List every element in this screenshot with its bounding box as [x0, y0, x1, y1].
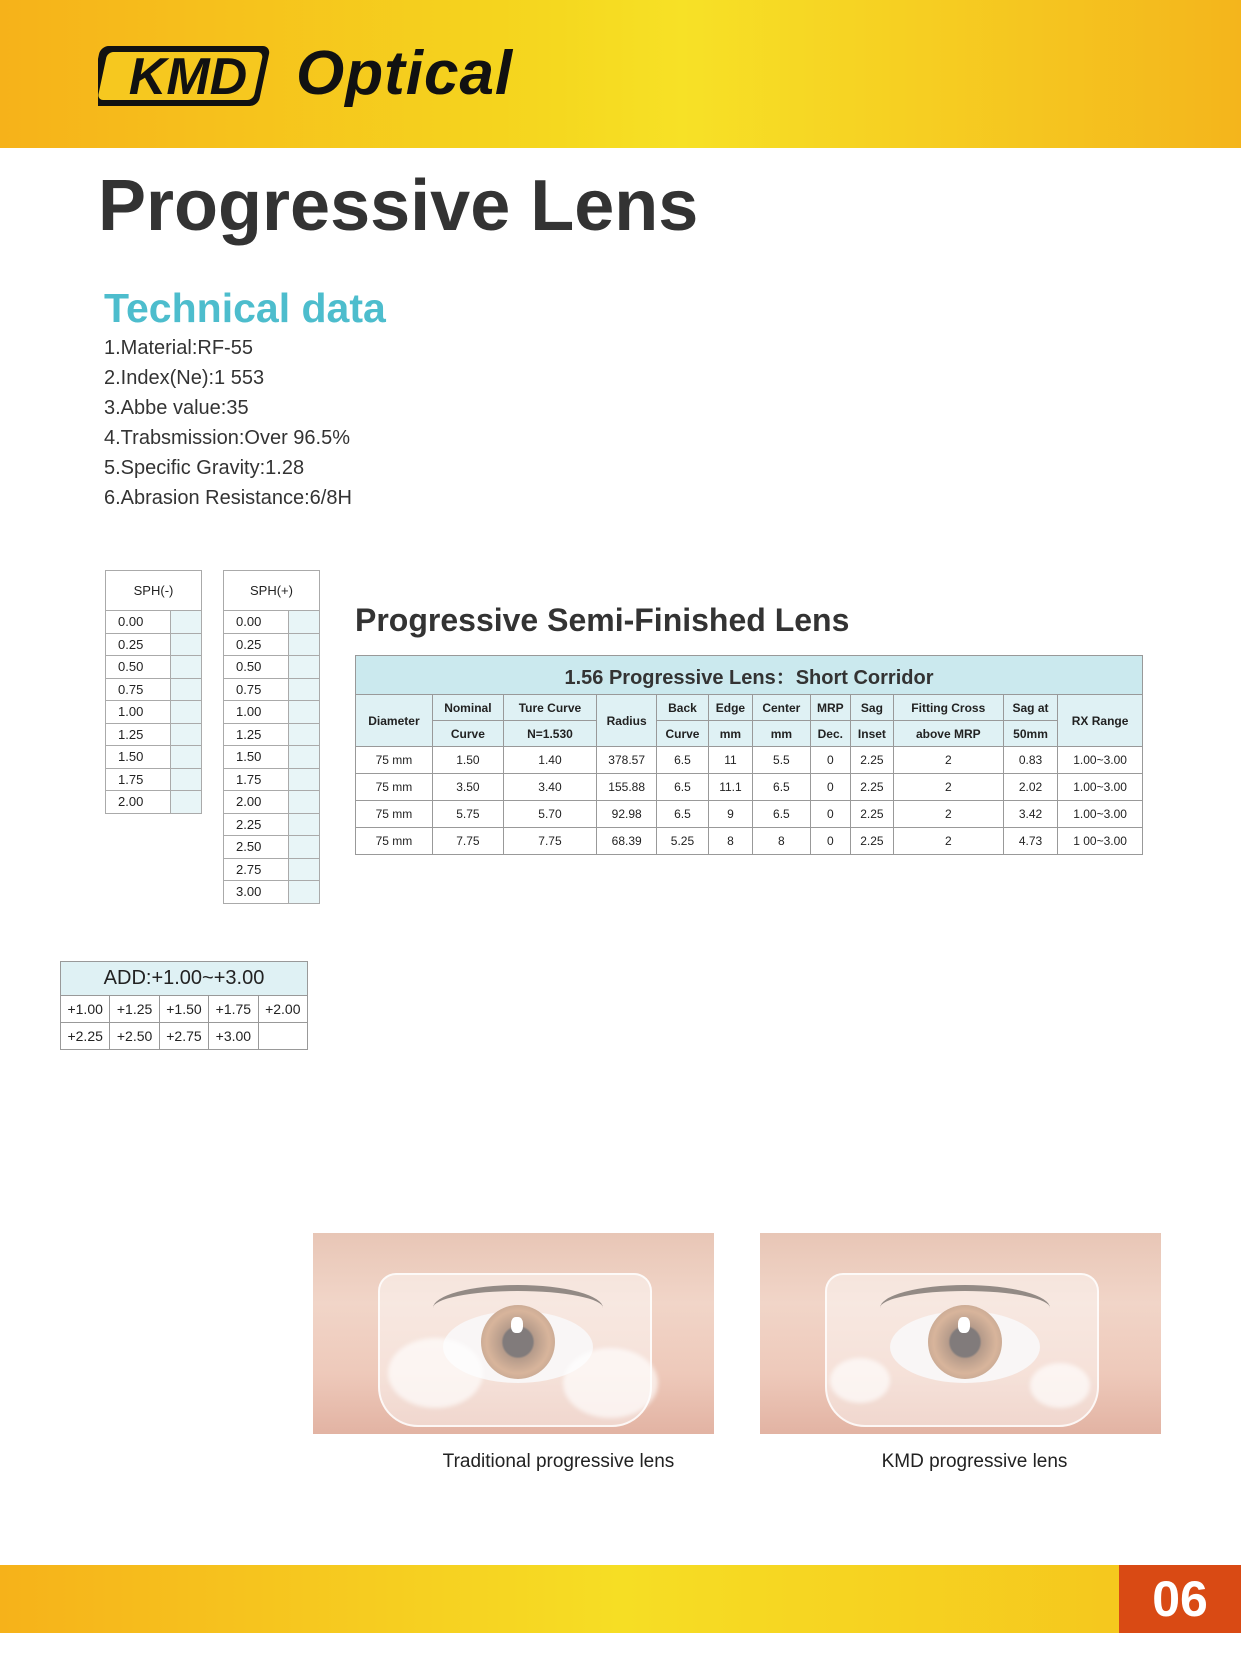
sph-value: 0.50: [106, 656, 171, 679]
sph-plus-header: SPH(+): [224, 571, 320, 611]
kmd-logo: [98, 40, 276, 112]
col-fitting-sub: above MRP: [893, 721, 1003, 747]
table-row: 75 mm 7.75 7.75 68.39 5.25 8 8 0 2.25 2 4.73 1 00~3.00: [356, 828, 1143, 855]
sph-value: 1.25: [224, 723, 289, 746]
add-value: +2.75: [159, 1023, 208, 1050]
traditional-lens-photo: [313, 1233, 714, 1434]
col-sag-at-sub: 50mm: [1003, 721, 1057, 747]
add-value: +1.00: [61, 996, 110, 1023]
sph-value: 0.25: [106, 633, 171, 656]
add-value: +1.25: [110, 996, 159, 1023]
kmd-lens-photo: [760, 1233, 1161, 1434]
spec-item: 6.Abrasion Resistance:6/8H: [104, 487, 352, 509]
add-table: [60, 961, 308, 1050]
sph-value: 1.00: [106, 701, 171, 724]
sph-value: 1.75: [224, 768, 289, 791]
brand-word: Optical: [296, 39, 514, 108]
sph-value: 1.00: [224, 701, 289, 724]
add-header: ADD:+1.00~+3.00: [61, 962, 308, 996]
sph-minus-table: [105, 570, 202, 814]
traditional-caption: Traditional progressive lens: [442, 1451, 675, 1472]
spec-item: 1.Material:RF-55: [104, 337, 253, 359]
distortion-zone: [1030, 1363, 1090, 1408]
logo-text: KMD: [128, 48, 248, 106]
kmd-caption: KMD progressive lens: [881, 1451, 1068, 1472]
col-center-sub: mm: [753, 721, 810, 747]
add-value: +2.00: [258, 996, 307, 1023]
sph-value: 2.75: [224, 858, 289, 881]
col-radius: Radius: [597, 695, 657, 747]
col-back: Back: [657, 695, 708, 721]
table-row: 75 mm 5.75 5.70 92.98 6.5 9 6.5 0 2.25 2 3.42 1.00~3.00: [356, 801, 1143, 828]
spec-item: 5.Specific Gravity:1.28: [104, 457, 305, 479]
col-ture-curve: Ture Curve: [503, 695, 596, 721]
sph-minus-header: SPH(-): [106, 571, 202, 611]
col-edge-sub: mm: [708, 721, 753, 747]
sph-value: 1.75: [106, 768, 171, 791]
add-value: +1.75: [209, 996, 258, 1023]
col-sag-at: Sag at: [1003, 695, 1057, 721]
technical-heading: Technical data: [104, 285, 386, 331]
col-fitting: Fitting Cross: [893, 695, 1003, 721]
semi-finished-title: Progressive Semi-Finished Lens: [355, 602, 850, 638]
spec-item: 4.Trabsmission:Over 96.5%: [104, 427, 351, 449]
add-value: +3.00: [209, 1023, 258, 1050]
distortion-zone: [563, 1348, 658, 1418]
col-sag: Sag: [851, 695, 894, 721]
col-mrp-sub: Dec.: [810, 721, 851, 747]
col-center: Center: [753, 695, 810, 721]
sph-value: 0.75: [106, 678, 171, 701]
sph-plus-table: [223, 570, 320, 904]
spec-item: 2.Index(Ne):1 553: [104, 367, 265, 389]
sph-value: 2.00: [224, 791, 289, 814]
col-ture-sub: N=1.530: [503, 721, 596, 747]
sph-value: 0.25: [224, 633, 289, 656]
sph-value: 2.50: [224, 836, 289, 859]
col-back-sub: Curve: [657, 721, 708, 747]
col-edge: Edge: [708, 695, 753, 721]
sph-value: 0.50: [224, 656, 289, 679]
add-value: +2.25: [61, 1023, 110, 1050]
sph-value: 0.00: [106, 611, 171, 634]
sph-value: 2.25: [224, 813, 289, 836]
add-value: +2.50: [110, 1023, 159, 1050]
col-nominal-sub: Curve: [432, 721, 503, 747]
semi-caption: 1.56 Progressive Lens：Short Corridor: [356, 656, 1143, 695]
col-nominal: Nominal: [432, 695, 503, 721]
add-value: +1.50: [159, 996, 208, 1023]
sph-value: 1.50: [224, 746, 289, 769]
distortion-zone: [830, 1358, 890, 1403]
sph-value: 0.00: [224, 611, 289, 634]
col-sag-sub: Inset: [851, 721, 894, 747]
table-row: 75 mm 3.50 3.40 155.88 6.5 11.1 6.5 0 2.25 2 2.02 1.00~3.00: [356, 774, 1143, 801]
table-row: 75 mm 1.50 1.40 378.57 6.5 11 5.5 0 2.25 2 0.83 1.00~3.00: [356, 747, 1143, 774]
sph-value: 2.00: [106, 791, 171, 814]
sph-value: 3.00: [224, 881, 289, 904]
spec-list: [104, 333, 352, 513]
sph-value: 1.50: [106, 746, 171, 769]
add-value: [258, 1023, 307, 1050]
page-number: 06: [1119, 1565, 1241, 1633]
col-diameter: Diameter: [356, 695, 433, 747]
semi-finished-table: [355, 655, 1143, 855]
page-title: Progressive Lens: [98, 166, 699, 246]
col-mrp: MRP: [810, 695, 851, 721]
spec-item: 3.Abbe value:35: [104, 397, 249, 419]
footer-banner: [0, 1565, 1241, 1633]
distortion-zone: [388, 1338, 483, 1408]
col-rx: RX Range: [1058, 695, 1143, 747]
sph-value: 1.25: [106, 723, 171, 746]
sph-value: 0.75: [224, 678, 289, 701]
